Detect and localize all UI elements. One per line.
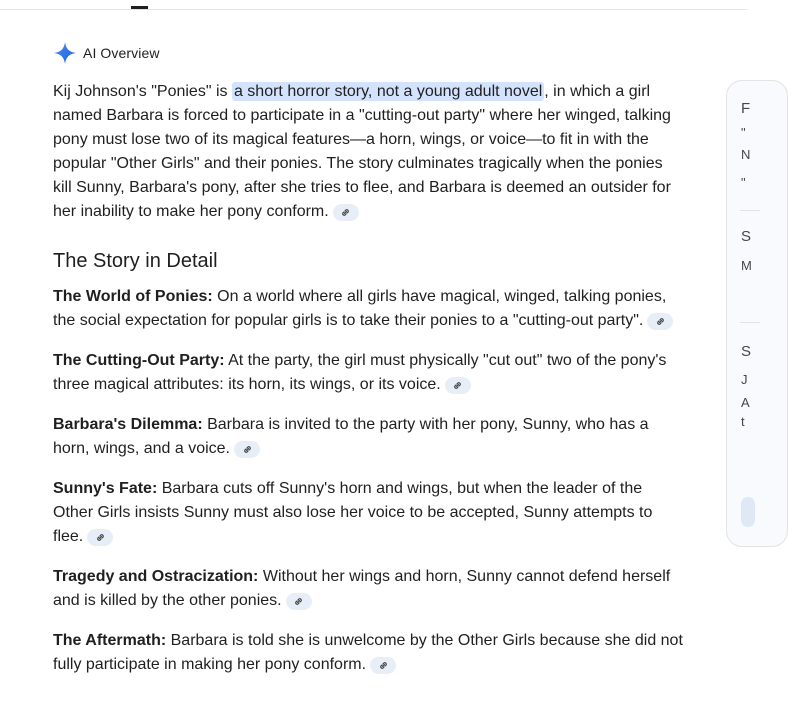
ai-overview-header bbox=[53, 41, 160, 65]
highlighted-answer[interactable]: a short horror story, not a young adult novel bbox=[233, 83, 543, 100]
source-card-fragment: J bbox=[741, 372, 748, 387]
source-link-button[interactable] bbox=[333, 204, 359, 221]
detail-text: Barbara is invited to the party with her pony, Sunny, who has a horn, wings, and a voice. bbox=[53, 416, 649, 457]
detail-text: At the party, the girl must physically "cut out" two of the pony's three magical attributes: its horn, its wings, or its voice. bbox=[53, 352, 667, 393]
source-link-button[interactable] bbox=[647, 313, 673, 330]
detail-term: Barbara's Dilemma: bbox=[53, 416, 203, 433]
detail-text: Without her wings and horn, Sunny cannot defend herself and is killed by the other ponies. bbox=[53, 568, 671, 609]
link-icon bbox=[340, 207, 351, 218]
sparkle-icon bbox=[53, 41, 77, 65]
link-icon bbox=[293, 596, 304, 607]
source-card-fragment: " bbox=[741, 175, 746, 190]
detail-term: The World of Ponies: bbox=[53, 288, 213, 305]
source-link-button[interactable] bbox=[87, 529, 113, 546]
link-icon bbox=[95, 532, 106, 543]
source-card-fragment: F bbox=[741, 100, 751, 117]
link-icon bbox=[242, 444, 253, 455]
detail-item bbox=[53, 629, 683, 677]
intro-text-after: , in which a girl named Barbara is forced to participate in a "cutting-out party" where her winged, talking pony must lose two of its magical features—a horn, wings, or voice—to fit in with the popular "Other Girls" and their ponies. The story culminates tragically when the ponies kill Sunny, Barbara's pony, after she tries to flee, and Barbara is deemed an outsider for her inability to make her pony conform. bbox=[53, 83, 671, 220]
detail-item bbox=[53, 565, 683, 613]
sources-panel[interactable] bbox=[726, 80, 788, 547]
link-icon bbox=[452, 380, 463, 391]
detail-term: Tragedy and Ostracization: bbox=[53, 568, 259, 585]
source-card-fragment: M bbox=[741, 258, 752, 273]
ai-overview-label: AI Overview bbox=[83, 45, 160, 61]
intro-paragraph bbox=[53, 80, 683, 224]
source-link-button[interactable] bbox=[370, 657, 396, 674]
detail-text: Barbara is told she is unwelcome by the Other Girls because she did not fully participate in making her pony conform. bbox=[53, 632, 683, 673]
source-card-fragment: t bbox=[741, 414, 745, 429]
detail-item bbox=[53, 477, 683, 549]
link-icon bbox=[378, 660, 389, 671]
source-link-button[interactable] bbox=[445, 377, 471, 394]
divider bbox=[740, 210, 760, 211]
link-icon bbox=[655, 316, 666, 327]
overview-content bbox=[53, 80, 683, 693]
section-heading: The Story in Detail bbox=[53, 250, 218, 272]
source-link-button[interactable] bbox=[286, 593, 312, 610]
show-all-button[interactable] bbox=[741, 497, 755, 527]
source-card-fragment: S bbox=[741, 228, 752, 245]
source-card-fragment: N bbox=[741, 147, 751, 162]
source-card-fragment: S bbox=[741, 343, 752, 360]
detail-term: Sunny's Fate: bbox=[53, 480, 158, 497]
intro-text-before: Kij Johnson's "Ponies" is bbox=[53, 83, 232, 100]
detail-term: The Cutting-Out Party: bbox=[53, 352, 225, 369]
detail-item bbox=[53, 349, 683, 397]
detail-text: Barbara cuts off Sunny's horn and wings, but when the leader of the Other Girls insists Sunny must also lose her voice to be accepted, Sunny attempts to flee. bbox=[53, 480, 653, 545]
detail-item bbox=[53, 285, 683, 333]
source-card-fragment: " bbox=[741, 125, 746, 140]
detail-item bbox=[53, 413, 683, 461]
active-tab-indicator bbox=[131, 6, 148, 9]
detail-term: The Aftermath: bbox=[53, 632, 167, 649]
source-link-button[interactable] bbox=[234, 441, 260, 458]
source-card-fragment: A bbox=[741, 395, 750, 410]
detail-text: On a world where all girls have magical, winged, talking ponies, the social expectation for popular girls is to take their ponies to a "cutting-out party". bbox=[53, 288, 667, 329]
divider bbox=[740, 322, 760, 323]
top-divider bbox=[0, 9, 747, 10]
